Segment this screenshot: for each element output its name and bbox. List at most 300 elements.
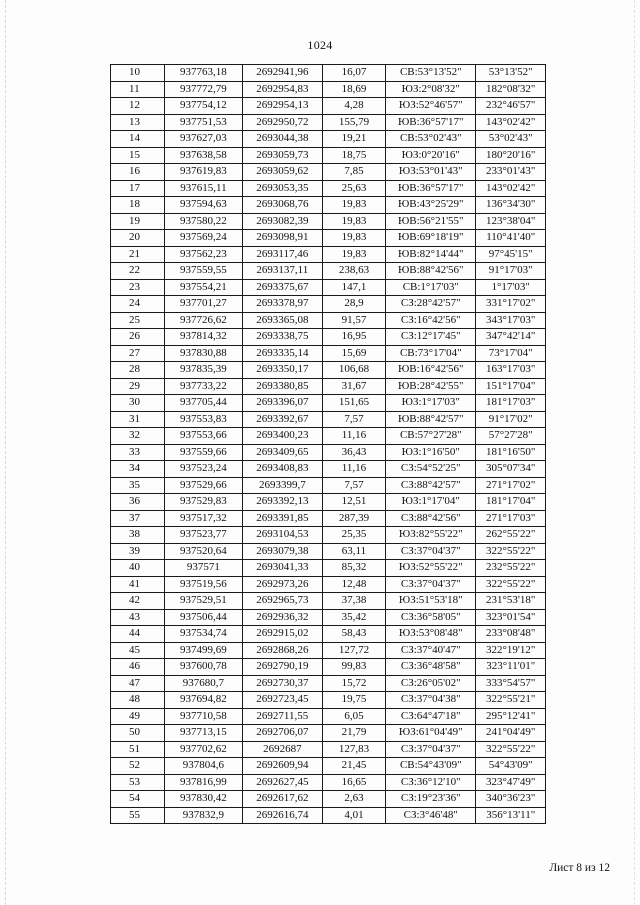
distance-cell: 63,11 [322, 543, 385, 560]
azimuth-cell: 1°17'03" [476, 279, 546, 296]
point-number-cell: 27 [111, 345, 165, 362]
bearing-cell: СЗ:54°52'25" [386, 461, 476, 478]
point-number-cell: 41 [111, 576, 165, 593]
y-coordinate-cell: 2692954,13 [242, 98, 322, 115]
distance-cell: 25,63 [322, 180, 385, 197]
distance-cell: 11,16 [322, 461, 385, 478]
azimuth-cell: 322°55'22" [476, 576, 546, 593]
azimuth-cell: 143°02'42" [476, 180, 546, 197]
x-coordinate-cell: 937523,24 [164, 461, 242, 478]
y-coordinate-cell: 2692687 [242, 741, 322, 758]
bearing-cell: ЮЗ:53°01'43" [386, 164, 476, 181]
bearing-cell: ЮВ:88°42'57" [386, 411, 476, 428]
y-coordinate-cell: 2693392,67 [242, 411, 322, 428]
table-row [111, 98, 546, 115]
bearing-cell: ЮВ:82°14'44" [386, 246, 476, 263]
y-coordinate-cell: 2692941,96 [242, 65, 322, 82]
distance-cell: 106,68 [322, 362, 385, 379]
point-number-cell: 32 [111, 428, 165, 445]
distance-cell: 6,05 [322, 708, 385, 725]
distance-cell: 4,01 [322, 807, 385, 824]
azimuth-cell: 232°46'57" [476, 98, 546, 115]
bearing-cell: СВ:73°17'04" [386, 345, 476, 362]
x-coordinate-cell: 937594,63 [164, 197, 242, 214]
point-number-cell: 12 [111, 98, 165, 115]
y-coordinate-cell: 2692936,32 [242, 609, 322, 626]
bearing-cell: СЗ:37°04'38" [386, 692, 476, 709]
x-coordinate-cell: 937499,69 [164, 642, 242, 659]
x-coordinate-cell: 937571 [164, 560, 242, 577]
point-number-cell: 25 [111, 312, 165, 329]
distance-cell: 11,16 [322, 428, 385, 445]
azimuth-cell: 323°11'01" [476, 659, 546, 676]
azimuth-cell: 322°55'22" [476, 543, 546, 560]
y-coordinate-cell: 2692627,45 [242, 774, 322, 791]
bearing-cell: ЮЗ:53°08'48" [386, 626, 476, 643]
distance-cell: 58,43 [322, 626, 385, 643]
distance-cell: 19,83 [322, 246, 385, 263]
azimuth-cell: 123°38'04" [476, 213, 546, 230]
table-row [111, 230, 546, 247]
x-coordinate-cell: 937523,77 [164, 527, 242, 544]
x-coordinate-cell: 937702,62 [164, 741, 242, 758]
distance-cell: 16,95 [322, 329, 385, 346]
table-row [111, 428, 546, 445]
bearing-cell: ЮВ:16°42'56" [386, 362, 476, 379]
point-number-cell: 21 [111, 246, 165, 263]
bearing-cell: ЮВ:88°42'56" [386, 263, 476, 280]
azimuth-cell: 53°13'52" [476, 65, 546, 82]
point-number-cell: 34 [111, 461, 165, 478]
point-number-cell: 18 [111, 197, 165, 214]
table-row [111, 675, 546, 692]
table-row [111, 543, 546, 560]
x-coordinate-cell: 937519,56 [164, 576, 242, 593]
bearing-cell: ЮЗ:52°46'57" [386, 98, 476, 115]
table-row [111, 411, 546, 428]
x-coordinate-cell: 937751,53 [164, 114, 242, 131]
bearing-cell: ЮЗ:61°04'49" [386, 725, 476, 742]
azimuth-cell: 322°55'21" [476, 692, 546, 709]
bearing-cell: ЮВ:56°21'55" [386, 213, 476, 230]
distance-cell: 19,83 [322, 213, 385, 230]
point-number-cell: 37 [111, 510, 165, 527]
sheet-footer: Лист 8 из 12 [549, 862, 610, 874]
x-coordinate-cell: 937506,44 [164, 609, 242, 626]
bearing-cell: СЗ:37°04'37" [386, 543, 476, 560]
y-coordinate-cell: 2692790,19 [242, 659, 322, 676]
point-number-cell: 44 [111, 626, 165, 643]
bearing-cell: ЮЗ:0°20'16" [386, 147, 476, 164]
table-row [111, 527, 546, 544]
table-row [111, 329, 546, 346]
y-coordinate-cell: 2693098,91 [242, 230, 322, 247]
y-coordinate-cell: 2693391,85 [242, 510, 322, 527]
y-coordinate-cell: 2692711,55 [242, 708, 322, 725]
x-coordinate-cell: 937580,22 [164, 213, 242, 230]
x-coordinate-cell: 937830,42 [164, 791, 242, 808]
azimuth-cell: 323°01'54" [476, 609, 546, 626]
distance-cell: 31,67 [322, 378, 385, 395]
point-number-cell: 11 [111, 81, 165, 98]
y-coordinate-cell: 2693053,35 [242, 180, 322, 197]
distance-cell: 19,21 [322, 131, 385, 148]
y-coordinate-cell: 2693044,38 [242, 131, 322, 148]
table-row [111, 395, 546, 412]
distance-cell: 85,32 [322, 560, 385, 577]
distance-cell: 19,83 [322, 197, 385, 214]
azimuth-cell: 356°13'11" [476, 807, 546, 824]
point-number-cell: 33 [111, 444, 165, 461]
x-coordinate-cell: 937553,83 [164, 411, 242, 428]
y-coordinate-cell: 2693137,11 [242, 263, 322, 280]
distance-cell: 16,07 [322, 65, 385, 82]
point-number-cell: 19 [111, 213, 165, 230]
y-coordinate-cell: 2693335,14 [242, 345, 322, 362]
x-coordinate-cell: 937569,24 [164, 230, 242, 247]
distance-cell: 127,83 [322, 741, 385, 758]
bearing-cell: СЗ:28°42'57" [386, 296, 476, 313]
x-coordinate-cell: 937705,44 [164, 395, 242, 412]
point-number-cell: 42 [111, 593, 165, 610]
distance-cell: 151,65 [322, 395, 385, 412]
distance-cell: 35,42 [322, 609, 385, 626]
y-coordinate-cell: 2693400,23 [242, 428, 322, 445]
distance-cell: 19,83 [322, 230, 385, 247]
y-coordinate-cell: 2692965,73 [242, 593, 322, 610]
bearing-cell: ЮЗ:1°17'03" [386, 395, 476, 412]
bearing-cell: СЗ:36°48'58" [386, 659, 476, 676]
y-coordinate-cell: 2693365,08 [242, 312, 322, 329]
y-coordinate-cell: 2692723,45 [242, 692, 322, 709]
azimuth-cell: 233°01'43" [476, 164, 546, 181]
point-number-cell: 46 [111, 659, 165, 676]
x-coordinate-cell: 937534,74 [164, 626, 242, 643]
x-coordinate-cell: 937835,39 [164, 362, 242, 379]
bearing-cell: СЗ:16°42'56" [386, 312, 476, 329]
y-coordinate-cell: 2692915,02 [242, 626, 322, 643]
point-number-cell: 50 [111, 725, 165, 742]
x-coordinate-cell: 937529,83 [164, 494, 242, 511]
azimuth-cell: 232°55'22" [476, 560, 546, 577]
bearing-cell: СЗ:36°12'10" [386, 774, 476, 791]
x-coordinate-cell: 937680,7 [164, 675, 242, 692]
azimuth-cell: 331°17'02" [476, 296, 546, 313]
distance-cell: 18,75 [322, 147, 385, 164]
x-coordinate-cell: 937520,64 [164, 543, 242, 560]
coordinates-table [110, 64, 546, 824]
x-coordinate-cell: 937529,51 [164, 593, 242, 610]
distance-cell: 7,57 [322, 477, 385, 494]
y-coordinate-cell: 2692706,07 [242, 725, 322, 742]
bearing-cell: СЗ:3°46'48" [386, 807, 476, 824]
x-coordinate-cell: 937832,9 [164, 807, 242, 824]
point-number-cell: 51 [111, 741, 165, 758]
azimuth-cell: 57°27'28" [476, 428, 546, 445]
azimuth-cell: 305°07'34" [476, 461, 546, 478]
distance-cell: 15,69 [322, 345, 385, 362]
point-number-cell: 15 [111, 147, 165, 164]
table-row [111, 461, 546, 478]
bearing-cell: СЗ:64°47'18" [386, 708, 476, 725]
table-row [111, 263, 546, 280]
azimuth-cell: 53°02'43" [476, 131, 546, 148]
point-number-cell: 36 [111, 494, 165, 511]
azimuth-cell: 91°17'02" [476, 411, 546, 428]
coordinates-table-body [111, 65, 546, 824]
point-number-cell: 17 [111, 180, 165, 197]
azimuth-cell: 295°12'41" [476, 708, 546, 725]
x-coordinate-cell: 937562,23 [164, 246, 242, 263]
bearing-cell: СЗ:36°58'05" [386, 609, 476, 626]
y-coordinate-cell: 2693396,07 [242, 395, 322, 412]
y-coordinate-cell: 2693079,38 [242, 543, 322, 560]
y-coordinate-cell: 2692616,74 [242, 807, 322, 824]
x-coordinate-cell: 937713,15 [164, 725, 242, 742]
point-number-cell: 30 [111, 395, 165, 412]
y-coordinate-cell: 2692954,83 [242, 81, 322, 98]
azimuth-cell: 323°47'49" [476, 774, 546, 791]
table-row [111, 741, 546, 758]
table-row [111, 180, 546, 197]
point-number-cell: 10 [111, 65, 165, 82]
azimuth-cell: 182°08'32" [476, 81, 546, 98]
distance-cell: 91,57 [322, 312, 385, 329]
distance-cell: 287,39 [322, 510, 385, 527]
x-coordinate-cell: 937694,82 [164, 692, 242, 709]
table-row [111, 279, 546, 296]
y-coordinate-cell: 2692617,62 [242, 791, 322, 808]
point-number-cell: 24 [111, 296, 165, 313]
azimuth-cell: 241°04'49" [476, 725, 546, 742]
point-number-cell: 14 [111, 131, 165, 148]
table-row [111, 362, 546, 379]
distance-cell: 25,35 [322, 527, 385, 544]
y-coordinate-cell: 2693392,13 [242, 494, 322, 511]
table-row [111, 593, 546, 610]
point-number-cell: 43 [111, 609, 165, 626]
scan-edge-left [5, 0, 7, 905]
azimuth-cell: 151°17'04" [476, 378, 546, 395]
azimuth-cell: 233°08'48" [476, 626, 546, 643]
azimuth-cell: 136°34'30" [476, 197, 546, 214]
azimuth-cell: 262°55'22" [476, 527, 546, 544]
point-number-cell: 53 [111, 774, 165, 791]
y-coordinate-cell: 2692730,37 [242, 675, 322, 692]
distance-cell: 7,85 [322, 164, 385, 181]
table-row [111, 659, 546, 676]
azimuth-cell: 73°17'04" [476, 345, 546, 362]
distance-cell: 37,38 [322, 593, 385, 610]
y-coordinate-cell: 2692973,26 [242, 576, 322, 593]
point-number-cell: 29 [111, 378, 165, 395]
table-row [111, 131, 546, 148]
azimuth-cell: 97°45'15" [476, 246, 546, 263]
azimuth-cell: 181°17'04" [476, 494, 546, 511]
table-row [111, 65, 546, 82]
bearing-cell: ЮВ:36°57'17" [386, 114, 476, 131]
y-coordinate-cell: 2693338,75 [242, 329, 322, 346]
azimuth-cell: 143°02'42" [476, 114, 546, 131]
x-coordinate-cell: 937804,6 [164, 758, 242, 775]
bearing-cell: ЮЗ:51°53'18" [386, 593, 476, 610]
distance-cell: 155,79 [322, 114, 385, 131]
bearing-cell: ЮЗ:1°17'04" [386, 494, 476, 511]
azimuth-cell: 163°17'03" [476, 362, 546, 379]
bearing-cell: ЮЗ:1°16'50" [386, 444, 476, 461]
table-row [111, 444, 546, 461]
point-number-cell: 47 [111, 675, 165, 692]
table-row [111, 477, 546, 494]
table-row [111, 626, 546, 643]
point-number-cell: 48 [111, 692, 165, 709]
table-row [111, 147, 546, 164]
point-number-cell: 49 [111, 708, 165, 725]
distance-cell: 238,63 [322, 263, 385, 280]
bearing-cell: ЮЗ:2°08'32" [386, 81, 476, 98]
point-number-cell: 54 [111, 791, 165, 808]
azimuth-cell: 347°42'14" [476, 329, 546, 346]
point-number-cell: 55 [111, 807, 165, 824]
x-coordinate-cell: 937559,55 [164, 263, 242, 280]
distance-cell: 7,57 [322, 411, 385, 428]
bearing-cell: СЗ:19°23'36" [386, 791, 476, 808]
x-coordinate-cell: 937701,27 [164, 296, 242, 313]
table-row [111, 246, 546, 263]
y-coordinate-cell: 2693408,83 [242, 461, 322, 478]
table-row [111, 692, 546, 709]
point-number-cell: 22 [111, 263, 165, 280]
table-row [111, 560, 546, 577]
bearing-cell: СВ:54°43'09" [386, 758, 476, 775]
azimuth-cell: 322°55'22" [476, 741, 546, 758]
point-number-cell: 26 [111, 329, 165, 346]
table-row [111, 81, 546, 98]
x-coordinate-cell: 937600,78 [164, 659, 242, 676]
point-number-cell: 35 [111, 477, 165, 494]
distance-cell: 21,79 [322, 725, 385, 742]
table-row [111, 164, 546, 181]
table-row [111, 197, 546, 214]
x-coordinate-cell: 937772,79 [164, 81, 242, 98]
y-coordinate-cell: 2692868,26 [242, 642, 322, 659]
bearing-cell: ЮВ:36°57'17" [386, 180, 476, 197]
distance-cell: 21,45 [322, 758, 385, 775]
distance-cell: 16,65 [322, 774, 385, 791]
table-row [111, 312, 546, 329]
azimuth-cell: 340°36'23" [476, 791, 546, 808]
x-coordinate-cell: 937615,11 [164, 180, 242, 197]
distance-cell: 12,51 [322, 494, 385, 511]
table-row [111, 807, 546, 824]
y-coordinate-cell: 2693104,53 [242, 527, 322, 544]
azimuth-cell: 271°17'03" [476, 510, 546, 527]
y-coordinate-cell: 2692609,94 [242, 758, 322, 775]
x-coordinate-cell: 937638,58 [164, 147, 242, 164]
x-coordinate-cell: 937830,88 [164, 345, 242, 362]
bearing-cell: СЗ:26°05'02" [386, 675, 476, 692]
y-coordinate-cell: 2693059,62 [242, 164, 322, 181]
azimuth-cell: 271°17'02" [476, 477, 546, 494]
table-row [111, 114, 546, 131]
bearing-cell: ЮВ:69°18'19" [386, 230, 476, 247]
table-row [111, 378, 546, 395]
x-coordinate-cell: 937733,22 [164, 378, 242, 395]
y-coordinate-cell: 2693041,33 [242, 560, 322, 577]
y-coordinate-cell: 2693378,97 [242, 296, 322, 313]
bearing-cell: СВ:53°13'52" [386, 65, 476, 82]
y-coordinate-cell: 2693409,65 [242, 444, 322, 461]
bearing-cell: ЮЗ:52°55'22" [386, 560, 476, 577]
bearing-cell: СЗ:37°04'37" [386, 741, 476, 758]
distance-cell: 12,48 [322, 576, 385, 593]
bearing-cell: СВ:53°02'43" [386, 131, 476, 148]
x-coordinate-cell: 937754,12 [164, 98, 242, 115]
y-coordinate-cell: 2693375,67 [242, 279, 322, 296]
distance-cell: 147,1 [322, 279, 385, 296]
bearing-cell: СЗ:88°42'56" [386, 510, 476, 527]
bearing-cell: СЗ:37°40'47" [386, 642, 476, 659]
point-number-cell: 20 [111, 230, 165, 247]
y-coordinate-cell: 2693380,85 [242, 378, 322, 395]
azimuth-cell: 54°43'09" [476, 758, 546, 775]
table-row [111, 609, 546, 626]
bearing-cell: ЮВ:28°42'55" [386, 378, 476, 395]
distance-cell: 18,69 [322, 81, 385, 98]
table-row [111, 725, 546, 742]
point-number-cell: 38 [111, 527, 165, 544]
x-coordinate-cell: 937554,21 [164, 279, 242, 296]
x-coordinate-cell: 937726,62 [164, 312, 242, 329]
distance-cell: 36,43 [322, 444, 385, 461]
table-row [111, 642, 546, 659]
scan-edge-right [634, 0, 636, 905]
distance-cell: 127,72 [322, 642, 385, 659]
azimuth-cell: 110°41'40" [476, 230, 546, 247]
point-number-cell: 39 [111, 543, 165, 560]
x-coordinate-cell: 937517,32 [164, 510, 242, 527]
table-row [111, 510, 546, 527]
x-coordinate-cell: 937816,99 [164, 774, 242, 791]
bearing-cell: СЗ:37°04'37" [386, 576, 476, 593]
y-coordinate-cell: 2693399,7 [242, 477, 322, 494]
y-coordinate-cell: 2692950,72 [242, 114, 322, 131]
bearing-cell: ЮЗ:82°55'22" [386, 527, 476, 544]
distance-cell: 28,9 [322, 296, 385, 313]
azimuth-cell: 91°17'03" [476, 263, 546, 280]
point-number-cell: 31 [111, 411, 165, 428]
azimuth-cell: 322°19'12" [476, 642, 546, 659]
point-number-cell: 52 [111, 758, 165, 775]
table-row [111, 213, 546, 230]
x-coordinate-cell: 937627,03 [164, 131, 242, 148]
bearing-cell: ЮВ:43°25'29" [386, 197, 476, 214]
azimuth-cell: 180°20'16" [476, 147, 546, 164]
table-row [111, 345, 546, 362]
distance-cell: 99,83 [322, 659, 385, 676]
bearing-cell: СВ:1°17'03" [386, 279, 476, 296]
bearing-cell: СЗ:12°17'45" [386, 329, 476, 346]
x-coordinate-cell: 937553,66 [164, 428, 242, 445]
azimuth-cell: 181°17'03" [476, 395, 546, 412]
table-row [111, 758, 546, 775]
x-coordinate-cell: 937529,66 [164, 477, 242, 494]
x-coordinate-cell: 937763,18 [164, 65, 242, 82]
table-row [111, 791, 546, 808]
azimuth-cell: 343°17'03" [476, 312, 546, 329]
y-coordinate-cell: 2693068,76 [242, 197, 322, 214]
table-row [111, 774, 546, 791]
